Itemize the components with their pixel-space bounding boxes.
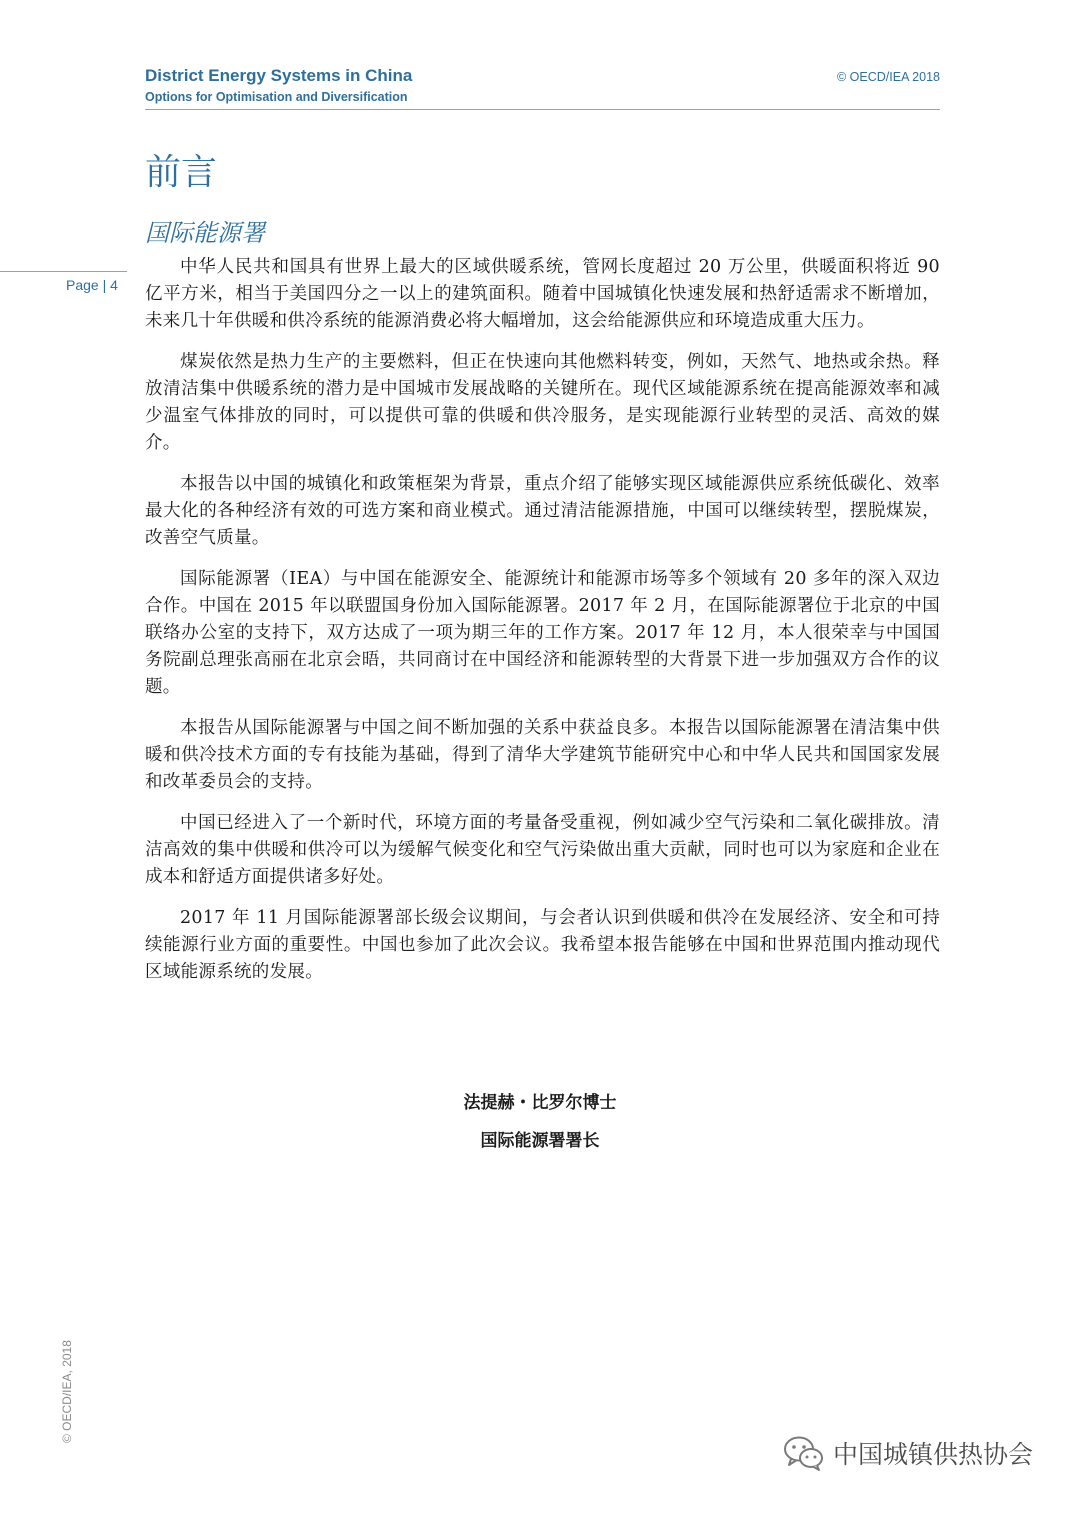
watermark-text: 中国城镇供热协会 <box>833 1440 1034 1469</box>
page-number: Page | 4 <box>66 277 118 293</box>
body-text <box>145 254 940 1000</box>
margin-divider <box>0 271 127 272</box>
header-copyright: © OECD/IEA 2018 <box>836 70 940 84</box>
header-divider <box>145 109 940 110</box>
paragraph: 2017 年 11 月国际能源署部长级会议期间，与会者认识到供暖和供冷在发展经济、安全和可持续能源行业方面的重要性。中国也参加了此次会议。我希望本报告能够在中国和世界范围内推动现代区域能源系统的发展。 <box>145 908 940 982</box>
paragraph: 本报告以中国的城镇化和政策框架为背景，重点介绍了能够实现区域能源供应系统低碳化、效率最大化的各种经济有效的可选方案和商业模式。通过清洁能源措施，中国可以继续转型，摆脱煤炭，改善空气质量。 <box>145 474 940 548</box>
signature-title: 国际能源署署长 <box>480 1131 600 1151</box>
page-title: 前言 <box>145 152 218 193</box>
paragraph: 中国已经进入了一个新时代，环境方面的考量备受重视，例如减少空气污染和二氧化碳排放。清洁高效的集中供暖和供冷可以为缓解气候变化和空气污染做出重大贡献，同时也可以为家庭和企业在成本和舒适方面提供诸多好处。 <box>145 813 940 887</box>
paragraph: 本报告从国际能源署与中国之间不断加强的关系中获益良多。本报告以国际能源署在清洁集中供暖和供冷技术方面的专有技能为基础，得到了清华大学建筑节能研究中心和中华人民共和国国家发展和改革委员会的支持。 <box>145 718 940 792</box>
watermark <box>783 1434 1033 1472</box>
report-subtitle: Options for Optimisation and Diversification <box>145 90 408 104</box>
paragraph: 国际能源署（IEA）与中国在能源安全、能源统计和能源市场等多个领域有 20 多年的深入双边合作。中国在 2015 年以联盟国身份加入国际能源署。2017 年 2 月，在国际能源署位于北京的中国联络办公室的支持下，双方达成了一项为期三年的工作方案。2017 年 12 月，本人很荣幸与中国国务院副总理张高丽在北京会晤，共同商讨在中国经济和能源转型的大背景下进一步加强双方合作的议题。 <box>145 569 940 697</box>
paragraph: 中华人民共和国具有世界上最大的区域供暖系统，管网长度超过 20 万公里，供暖面积将近 90 亿平方米，相当于美国四分之一以上的建筑面积。随着中国城镇化快速发展和热舒适需求不断增加，未来几十年供暖和供冷系统的能源消费必将大幅增加，这会给能源供应和环境造成重大压力。 <box>145 257 940 331</box>
section-title: 国际能源署 <box>145 219 265 247</box>
report-title: District Energy Systems in China <box>145 66 413 85</box>
paragraph: 煤炭依然是热力生产的主要燃料，但正在快速向其他燃料转变，例如，天然气、地热或余热。释放清洁集中供暖系统的潜力是中国城市发展战略的关键所在。现代区域能源系统在提高能源效率和减少温室气体排放的同时，可以提供可靠的供暖和供冷服务，是实现能源行业转型的灵活、高效的媒介。 <box>145 352 940 453</box>
signature-name: 法提赫・比罗尔博士 <box>463 1093 617 1113</box>
side-copyright: © OECD/IEA, 2018 <box>60 1340 74 1443</box>
wechat-icon <box>783 1434 825 1472</box>
